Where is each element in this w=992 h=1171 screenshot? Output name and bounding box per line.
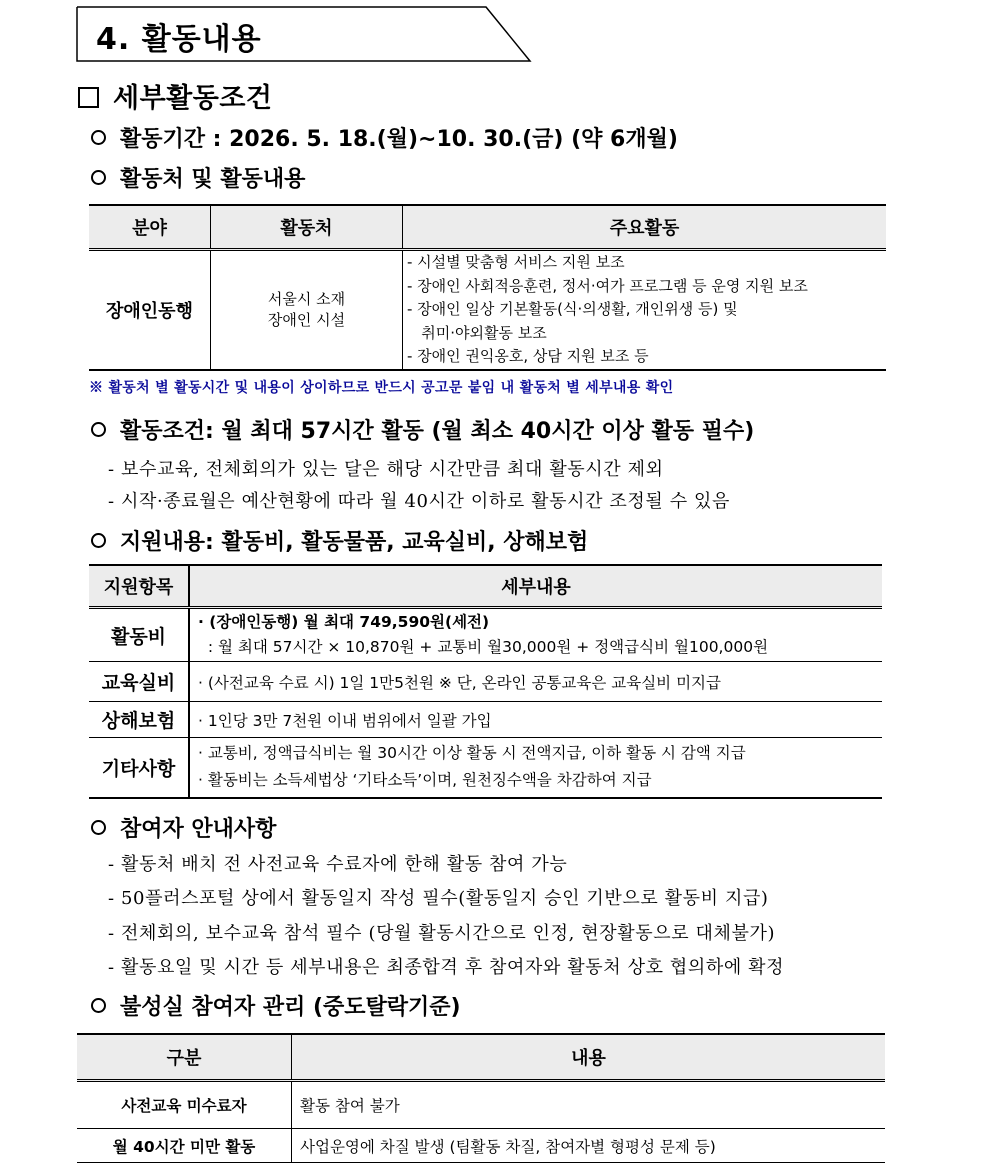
- circle-bullet-icon: [91, 170, 106, 185]
- list-item: - 장애인 일상 기본활동(식·의생활, 개인위생 등) 및: [407, 300, 738, 318]
- participant-item: - 50플러스포털 상에서 활동일지 작성 필수(활동일지 승인 기반으로 활동비 지급): [108, 888, 769, 909]
- support-line: · (사전교육 수료 시) 1일 1만5천원 ※ 단, 온라인 공통교육은 교육실비 미지급: [198, 673, 721, 692]
- participant-heading-text: 참여자 안내사항: [120, 817, 277, 842]
- table-row: [89, 608, 882, 662]
- support-content-activity-fee: [189, 608, 882, 662]
- activity-table-header-field: 분야: [89, 205, 211, 250]
- list-item: - 시설별 맞춤형 서비스 지원 보조: [407, 253, 625, 271]
- conditions-heading-text: 활동조건: 월 최대 57시간 활동 (월 최소 40시간 이상 활동 필수): [120, 419, 755, 444]
- circle-bullet-icon: [91, 998, 106, 1013]
- management-content: 활동 참여 불가: [300, 1097, 400, 1115]
- activity-table-header-place: 활동처: [211, 205, 403, 250]
- support-table: [89, 564, 882, 799]
- support-label-insurance: 상해보험: [89, 702, 189, 738]
- support-heading-text: 지원내용: 활동비, 활동물품, 교육실비, 상해보험: [120, 530, 589, 555]
- conditions-heading: [91, 414, 754, 445]
- table-row: [89, 662, 882, 702]
- table-row: [77, 1129, 885, 1163]
- conditions-item: - 시작·종료월은 예산현황에 따라 월 40시간 이하로 활동시간 조정될 수 있음: [108, 491, 730, 512]
- circle-bullet-icon: [91, 533, 106, 548]
- section-tab: [76, 6, 532, 62]
- support-line: : 월 최대 57시간 × 10,870원 + 교통비 월30,000원 + 정액급식비 월100,000원: [198, 638, 769, 656]
- support-label-etc: 기타사항: [89, 738, 189, 798]
- notice-text: ※ 활동처 별 활동시간 및 내용이 상이하므로 반드시 공고문 붙임 내 활동처 별 세부내용 확인: [89, 380, 674, 396]
- circle-bullet-icon: [91, 130, 106, 145]
- management-heading: [91, 990, 461, 1021]
- support-heading: [91, 525, 588, 556]
- participant-item: - 전체회의, 보수교육 참석 필수 (당월 활동시간으로 인정, 현장활동으로 대체불가): [108, 923, 776, 944]
- management-table-header-category: 구분: [77, 1034, 292, 1081]
- support-line: · (장애인동행) 월 최대 749,590원(세전): [198, 613, 490, 631]
- period-line: [91, 122, 678, 153]
- support-line: · 활동비는 소득세법상 ‘기타소득’이며, 원천징수액을 차감하여 지급: [198, 771, 652, 790]
- support-table-header-item: 지원항목: [89, 565, 189, 608]
- participant-heading: [91, 812, 276, 843]
- support-table-header-detail: 세부내용: [189, 565, 882, 608]
- participant-item: - 활동처 배치 전 사전교육 수료자에 한해 활동 참여 가능: [108, 854, 568, 875]
- table-row: [77, 1081, 885, 1129]
- section-title: 4. 활동내용: [96, 22, 262, 57]
- circle-bullet-icon: [91, 820, 106, 835]
- activity-table: [89, 204, 886, 371]
- activity-place: [211, 250, 403, 370]
- place-heading-text: 활동처 및 활동내용: [120, 167, 306, 192]
- subsection-heading: [78, 76, 273, 115]
- table-row: [89, 250, 886, 370]
- period-text: 활동기간 : 2026. 5. 18.(월)~10. 30.(금) (약 6개월): [120, 127, 678, 152]
- checkbox-square-icon: [78, 87, 99, 108]
- activity-table-header-activities: 주요활동: [403, 205, 887, 250]
- management-table: [77, 1033, 885, 1163]
- subsection-title: 세부활동조건: [113, 83, 273, 114]
- support-line: · 교통비, 정액급식비는 월 30시간 이상 활동 시 전액지급, 이하 활동 시 감액 지급: [198, 744, 746, 763]
- management-label: 월 40시간 미만 활동: [77, 1129, 292, 1163]
- place-heading: [91, 162, 305, 193]
- support-label-activity-fee: 활동비: [89, 608, 189, 662]
- management-table-header-content: 내용: [292, 1034, 886, 1081]
- list-item: - 장애인 권익옹호, 상담 지원 보조 등: [407, 347, 649, 365]
- support-content-etc: [189, 738, 882, 798]
- management-heading-text: 불성실 참여자 관리 (중도탈락기준): [120, 995, 461, 1020]
- list-item: - 장애인 사회적응훈련, 정서·여가 프로그램 등 운영 지원 보조: [407, 276, 808, 295]
- management-content: 사업운영에 차질 발생 (팀활동 차질, 참여자별 형평성 문제 등): [300, 1137, 716, 1156]
- support-label-education: 교육실비: [89, 662, 189, 702]
- circle-bullet-icon: [91, 422, 106, 437]
- activity-list: [403, 250, 887, 370]
- participant-item: - 활동요일 및 시간 등 세부내용은 최종합격 후 참여자와 활동처 상호 협의하에 확정: [108, 957, 785, 978]
- table-row: [89, 738, 882, 798]
- table-row: [89, 702, 882, 738]
- conditions-item: - 보수교육, 전체회의가 있는 달은 해당 시간만큼 최대 활동시간 제외: [108, 459, 664, 480]
- activity-field: 장애인동행: [106, 300, 193, 322]
- activity-place-line1: 서울시 소재: [267, 289, 346, 308]
- activity-place-line2: 장애인 시설: [267, 310, 346, 329]
- management-label: 사전교육 미수료자: [77, 1081, 292, 1129]
- list-item: 취미·야외활동 보조: [407, 323, 547, 342]
- support-line: · 1인당 3만 7천원 이내 범위에서 일괄 가입: [198, 711, 492, 730]
